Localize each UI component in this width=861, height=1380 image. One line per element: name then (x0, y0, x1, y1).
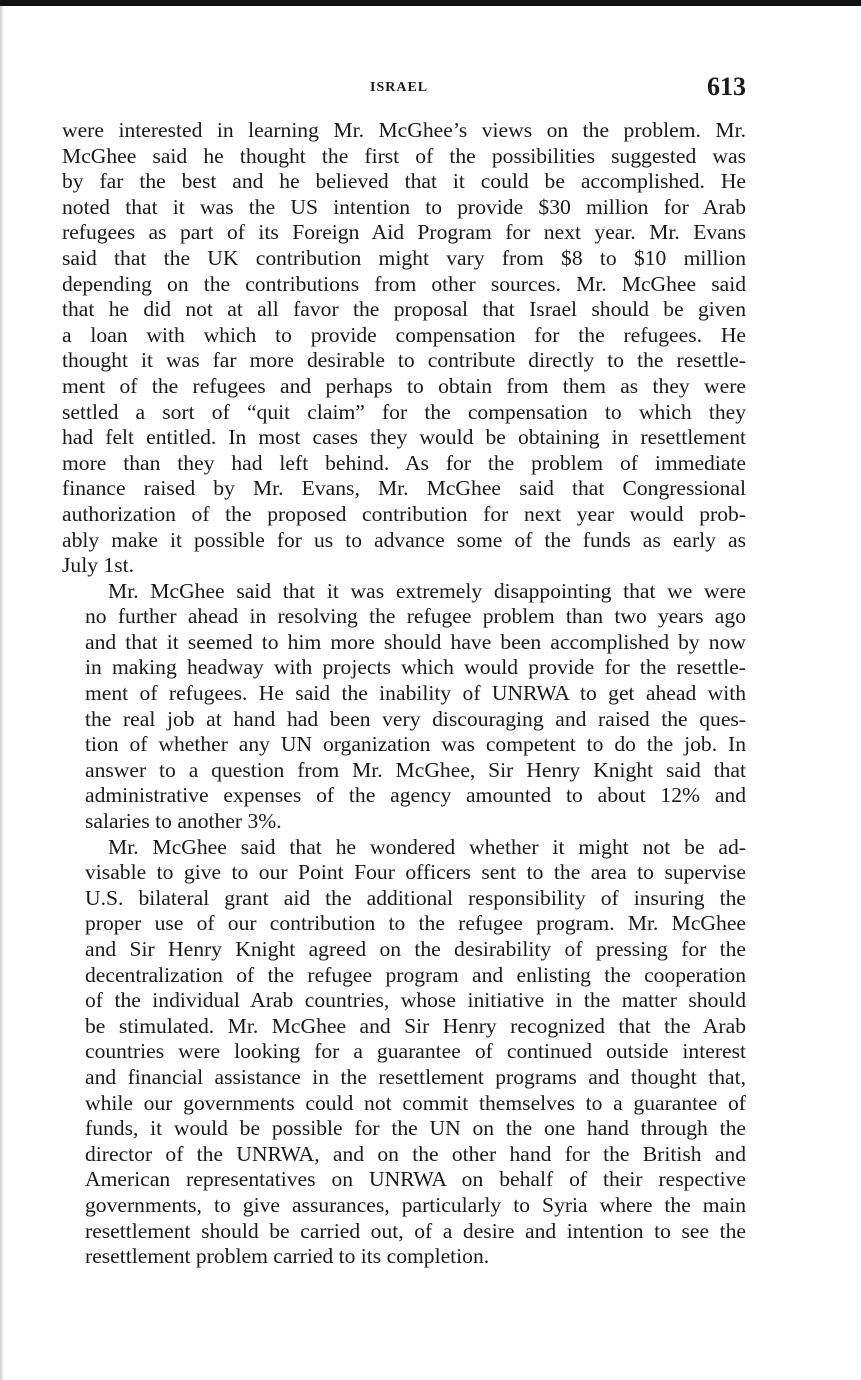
paragraph-3 (62, 835, 746, 1270)
text-line: ment of refugees. He said the inability of UNRWA to get ahead with (85, 681, 746, 706)
text-line: countries were looking for a guarantee of continued outside interest (85, 1039, 746, 1064)
paragraph-1 (62, 118, 746, 579)
text-line: U.S. bilateral grant aid the additional responsibility of insuring the (85, 885, 746, 910)
text-line: and Sir Henry Knight agreed on the desirability of pressing for the (85, 937, 746, 961)
body-text (62, 118, 746, 1270)
text-line: resettlement problem carried to its completion. (85, 1244, 490, 1269)
text-line: and financial assistance in the resettlement programs and thought that, (85, 1064, 746, 1089)
text-line: depending on the contributions from other sources. Mr. McGhee said (62, 271, 746, 296)
text-line: administrative expenses of the agency amounted to about 12% and (85, 783, 746, 808)
text-line: of the individual Arab countries, whose initiative in the matter should (85, 988, 746, 1013)
text-line: ment of the refugees and perhaps to obtain from them as they were (62, 373, 746, 398)
text-line: said that the UK contribution might vary from $8 to $10 million (62, 245, 746, 270)
text-line: tion of whether any UN organization was competent to do the job. In (85, 732, 746, 757)
text-line: finance raised by Mr. Evans, Mr. McGhee said that Congressional (62, 476, 746, 501)
text-line: proper use of our contribution to the refugee program. Mr. McGhee (85, 911, 746, 936)
text-line: Mr. McGhee said that it was extremely disappointing that we were (108, 578, 746, 603)
text-line: that he did not at all favor the proposal that Israel should be given (62, 297, 746, 322)
paragraph-2 (62, 579, 746, 835)
text-line: funds, it would be possible for the UN on the one hand through the (85, 1116, 746, 1141)
text-line: be stimulated. Mr. McGhee and Sir Henry recognized that the Arab (85, 1013, 746, 1038)
text-line: more than they had left behind. As for the problem of immediate (62, 450, 746, 475)
text-line: McGhee said he thought the first of the possibilities suggested was (62, 143, 746, 168)
text-line: governments, to give assurances, particularly to Syria where the main (85, 1192, 746, 1217)
text-line: while our governments could not commit themselves to a guarantee of (85, 1090, 746, 1115)
text-line: in making headway with projects which would provide for the resettle- (85, 655, 746, 680)
text-line: thought it was far more desirable to contribute directly to the resettle- (62, 348, 746, 373)
text-line: by far the best and he believed that it could be accomplished. He (62, 169, 746, 194)
text-line: and that it seemed to him more should have been accomplished by now (85, 629, 746, 654)
text-line: refugees as part of its Foreign Aid Program for next year. Mr. Evans (62, 220, 746, 245)
text-line: the real job at hand had been very discouraging and raised the ques- (85, 706, 746, 731)
text-line: salaries to another 3%. (85, 809, 282, 834)
text-line: ably make it possible for us to advance some of the funds as early as (62, 527, 746, 552)
text-line: authorization of the proposed contribution for next year would prob- (62, 501, 746, 526)
text-line: a loan with which to provide compensation for the refugees. He (62, 322, 746, 347)
text-line: answer to a question from Mr. McGhee, Sir Henry Knight said that (85, 757, 746, 782)
page-number: 613 (707, 72, 746, 101)
page-left-edge (0, 6, 4, 1380)
text-line: resettlement should be carried out, of a desire and intention to see the (85, 1218, 746, 1243)
text-line: Mr. McGhee said that he wondered whether it might not be ad- (108, 834, 746, 859)
text-line: no further ahead in resolving the refugee problem than two years ago (85, 604, 746, 629)
text-line: noted that it was the US intention to provide $30 million for Arab (62, 194, 746, 219)
text-line: July 1st. (62, 553, 134, 578)
text-line: visable to give to our Point Four officers sent to the area to supervise (85, 860, 746, 885)
text-line: American representatives on UNRWA on behalf of their respective (85, 1167, 746, 1192)
text-line: were interested in learning Mr. McGhee’s views on the problem. Mr. (62, 118, 746, 142)
page-top-border (0, 0, 861, 6)
text-line: had felt entitled. In most cases they would be obtaining in resettlement (62, 425, 746, 450)
text-line: decentralization of the refugee program and enlisting the cooperation (85, 962, 746, 987)
text-line: settled a sort of “quit claim” for the compensation to which they (62, 399, 746, 424)
running-head: ISRAEL (370, 80, 429, 95)
text-line: director of the UNRWA, and on the other hand for the British and (85, 1141, 746, 1166)
